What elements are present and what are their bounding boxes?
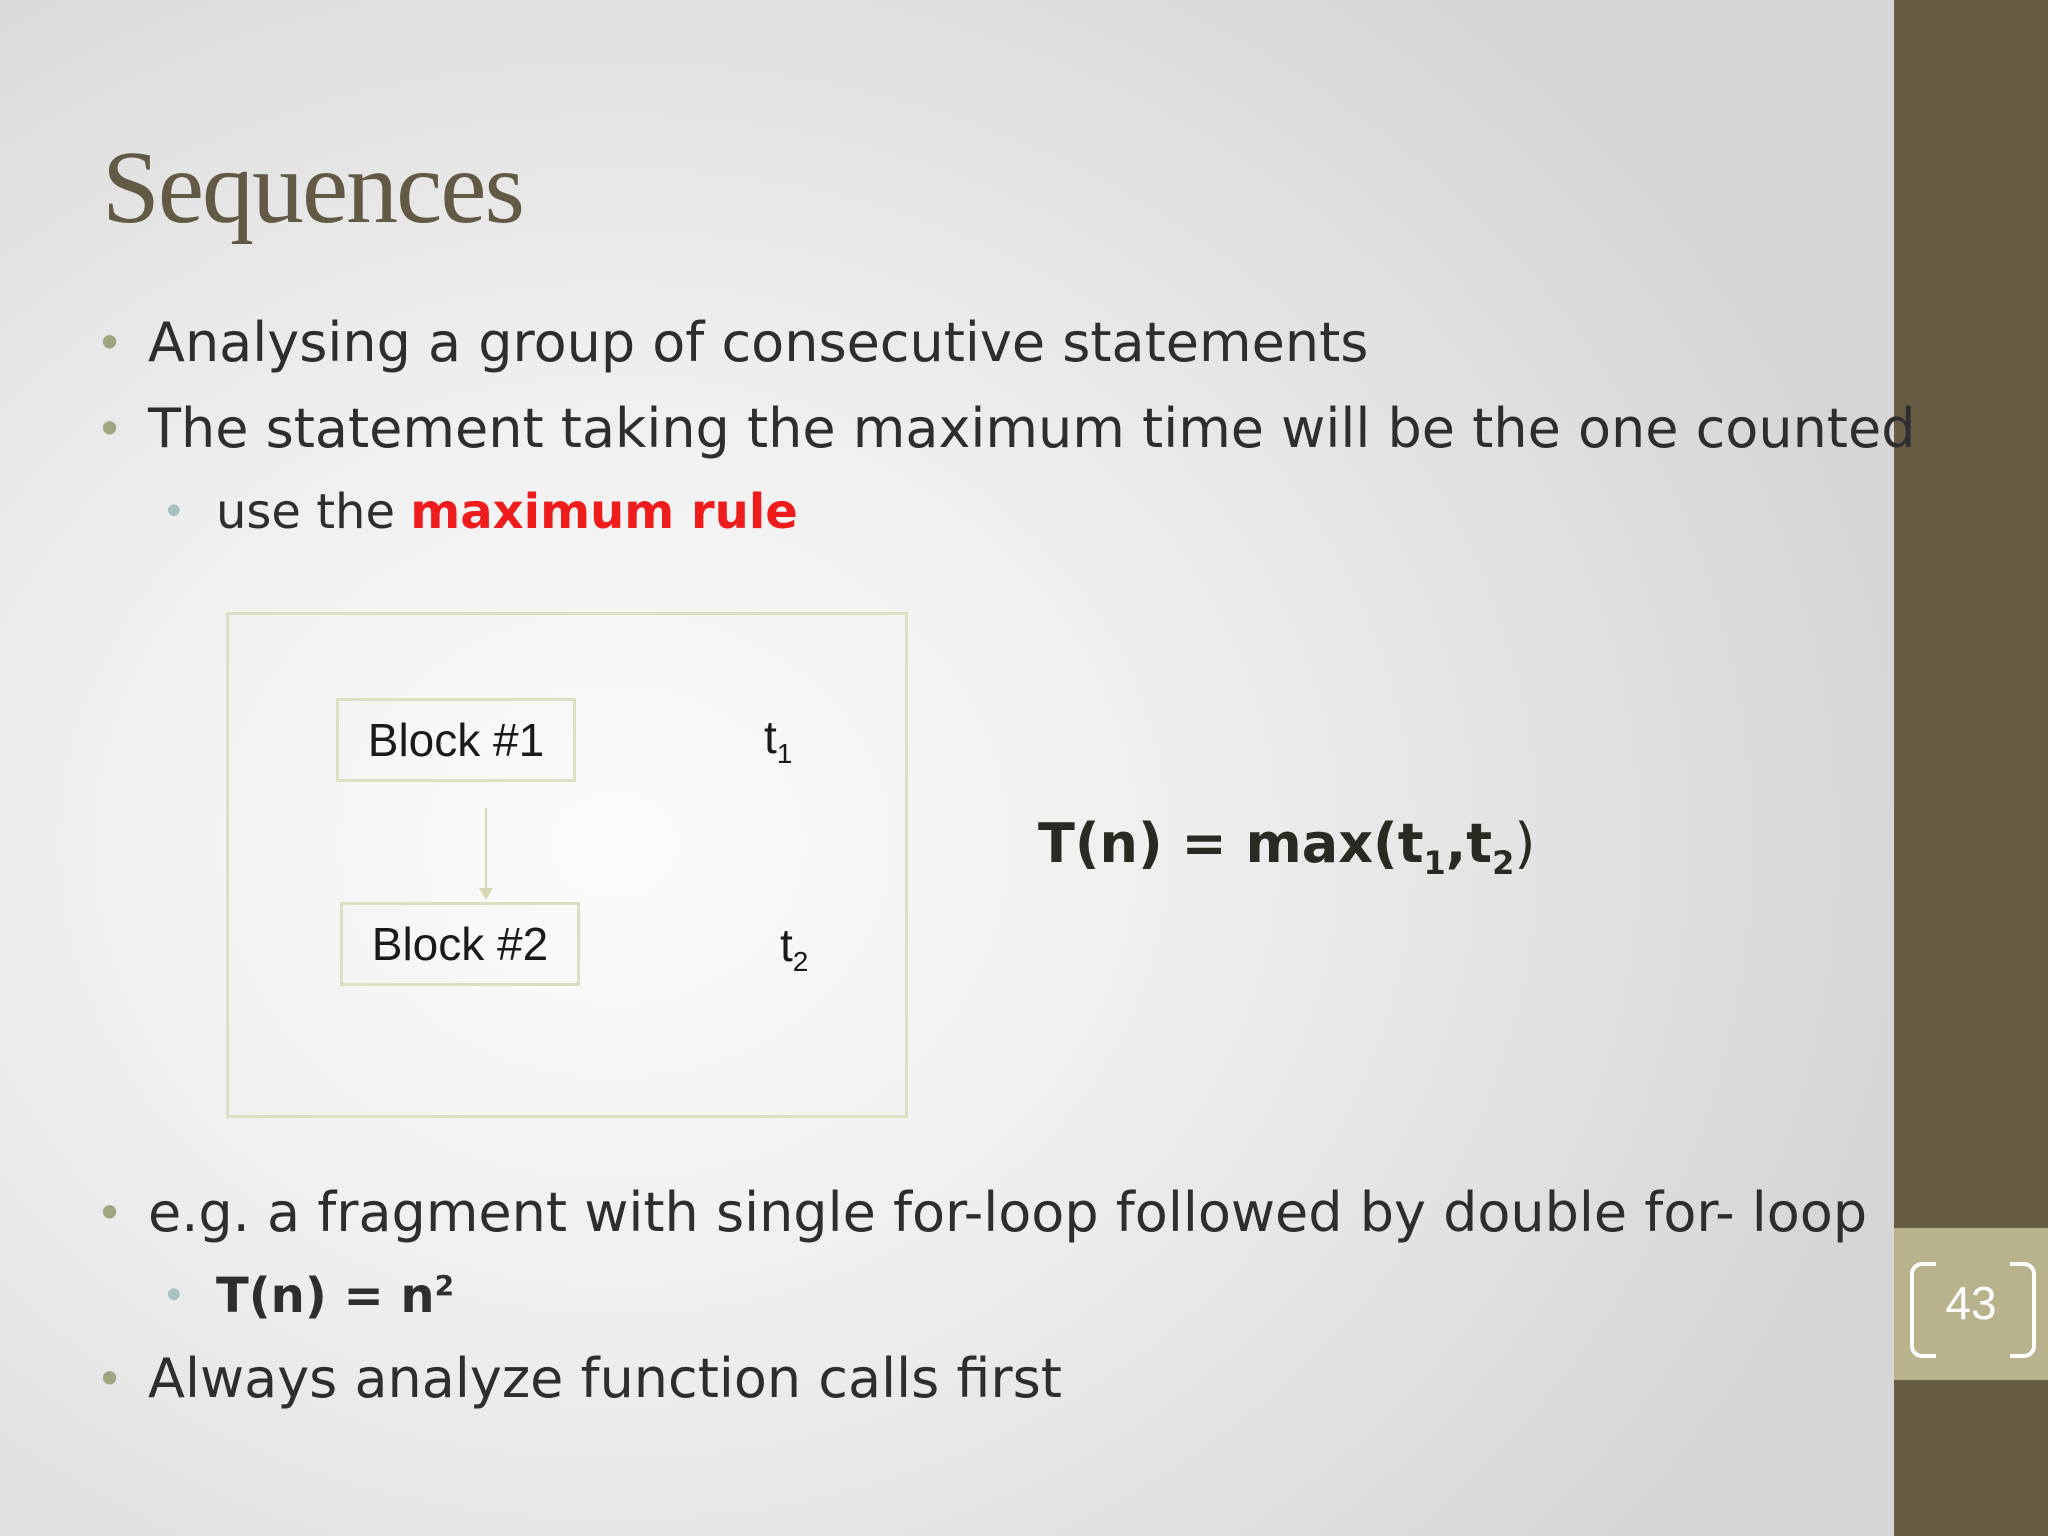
sub-bullet-item <box>96 1256 1886 1336</box>
diagram-frame <box>226 612 908 1118</box>
sub-bullet-item <box>96 472 1886 552</box>
max-formula <box>1038 812 1535 882</box>
arrow-line <box>485 808 487 894</box>
bullet-text: use the <box>216 484 411 540</box>
bullet-item <box>96 1336 1886 1422</box>
t2-base: t <box>780 919 793 971</box>
bullet-text: Analysing a group of consecutive statements <box>148 311 1369 374</box>
page-number: 43 <box>1945 1277 1997 1329</box>
t2-subscript: 2 <box>792 946 809 978</box>
formula-sub2: 2 <box>1492 843 1515 882</box>
formula-sub1: 1 <box>1423 843 1446 882</box>
slide-title: Sequences <box>102 130 523 245</box>
block-1-box <box>336 698 576 782</box>
formula-mid: ,t <box>1445 812 1493 875</box>
t1-base: t <box>764 711 777 763</box>
block-2-box <box>340 902 580 986</box>
bullet-dot-icon: • <box>162 489 186 535</box>
t1-subscript: 1 <box>776 738 793 770</box>
block-2-label: Block #2 <box>371 918 549 970</box>
t2-label <box>780 918 808 978</box>
bullet-dot-icon: • <box>96 1352 124 1406</box>
bullet-list-top <box>96 300 1916 552</box>
bullet-item <box>96 1170 1886 1256</box>
formula-superscript: 2 <box>434 1269 455 1302</box>
formula-prefix: T(n) = max(t <box>1038 812 1424 875</box>
formula-suffix: ) <box>1514 812 1536 875</box>
bullet-dot-icon: • <box>96 1186 124 1240</box>
t1-label <box>764 710 792 770</box>
arrow-down-icon <box>479 888 493 900</box>
formula-base: T(n) = n <box>216 1268 435 1324</box>
bullet-item <box>96 300 1886 386</box>
bullet-text: e.g. a fragment with single for-loop followed by double for- loop <box>148 1181 1868 1244</box>
bullet-dot-icon: • <box>96 316 124 370</box>
block-1-label: Block #1 <box>367 714 545 766</box>
formula-text <box>216 1268 454 1324</box>
bullet-text: The statement taking the maximum time will be the one counted <box>148 397 1916 460</box>
bullet-dot-icon: • <box>96 402 124 456</box>
bullet-text: Always analyze function calls first <box>148 1347 1062 1410</box>
highlight-text: maximum rule <box>410 484 798 540</box>
bullet-item <box>96 386 1916 472</box>
bullet-list-bottom <box>96 1170 1886 1422</box>
page-number-tab <box>1894 1228 2048 1380</box>
bullet-dot-icon: • <box>162 1273 186 1319</box>
